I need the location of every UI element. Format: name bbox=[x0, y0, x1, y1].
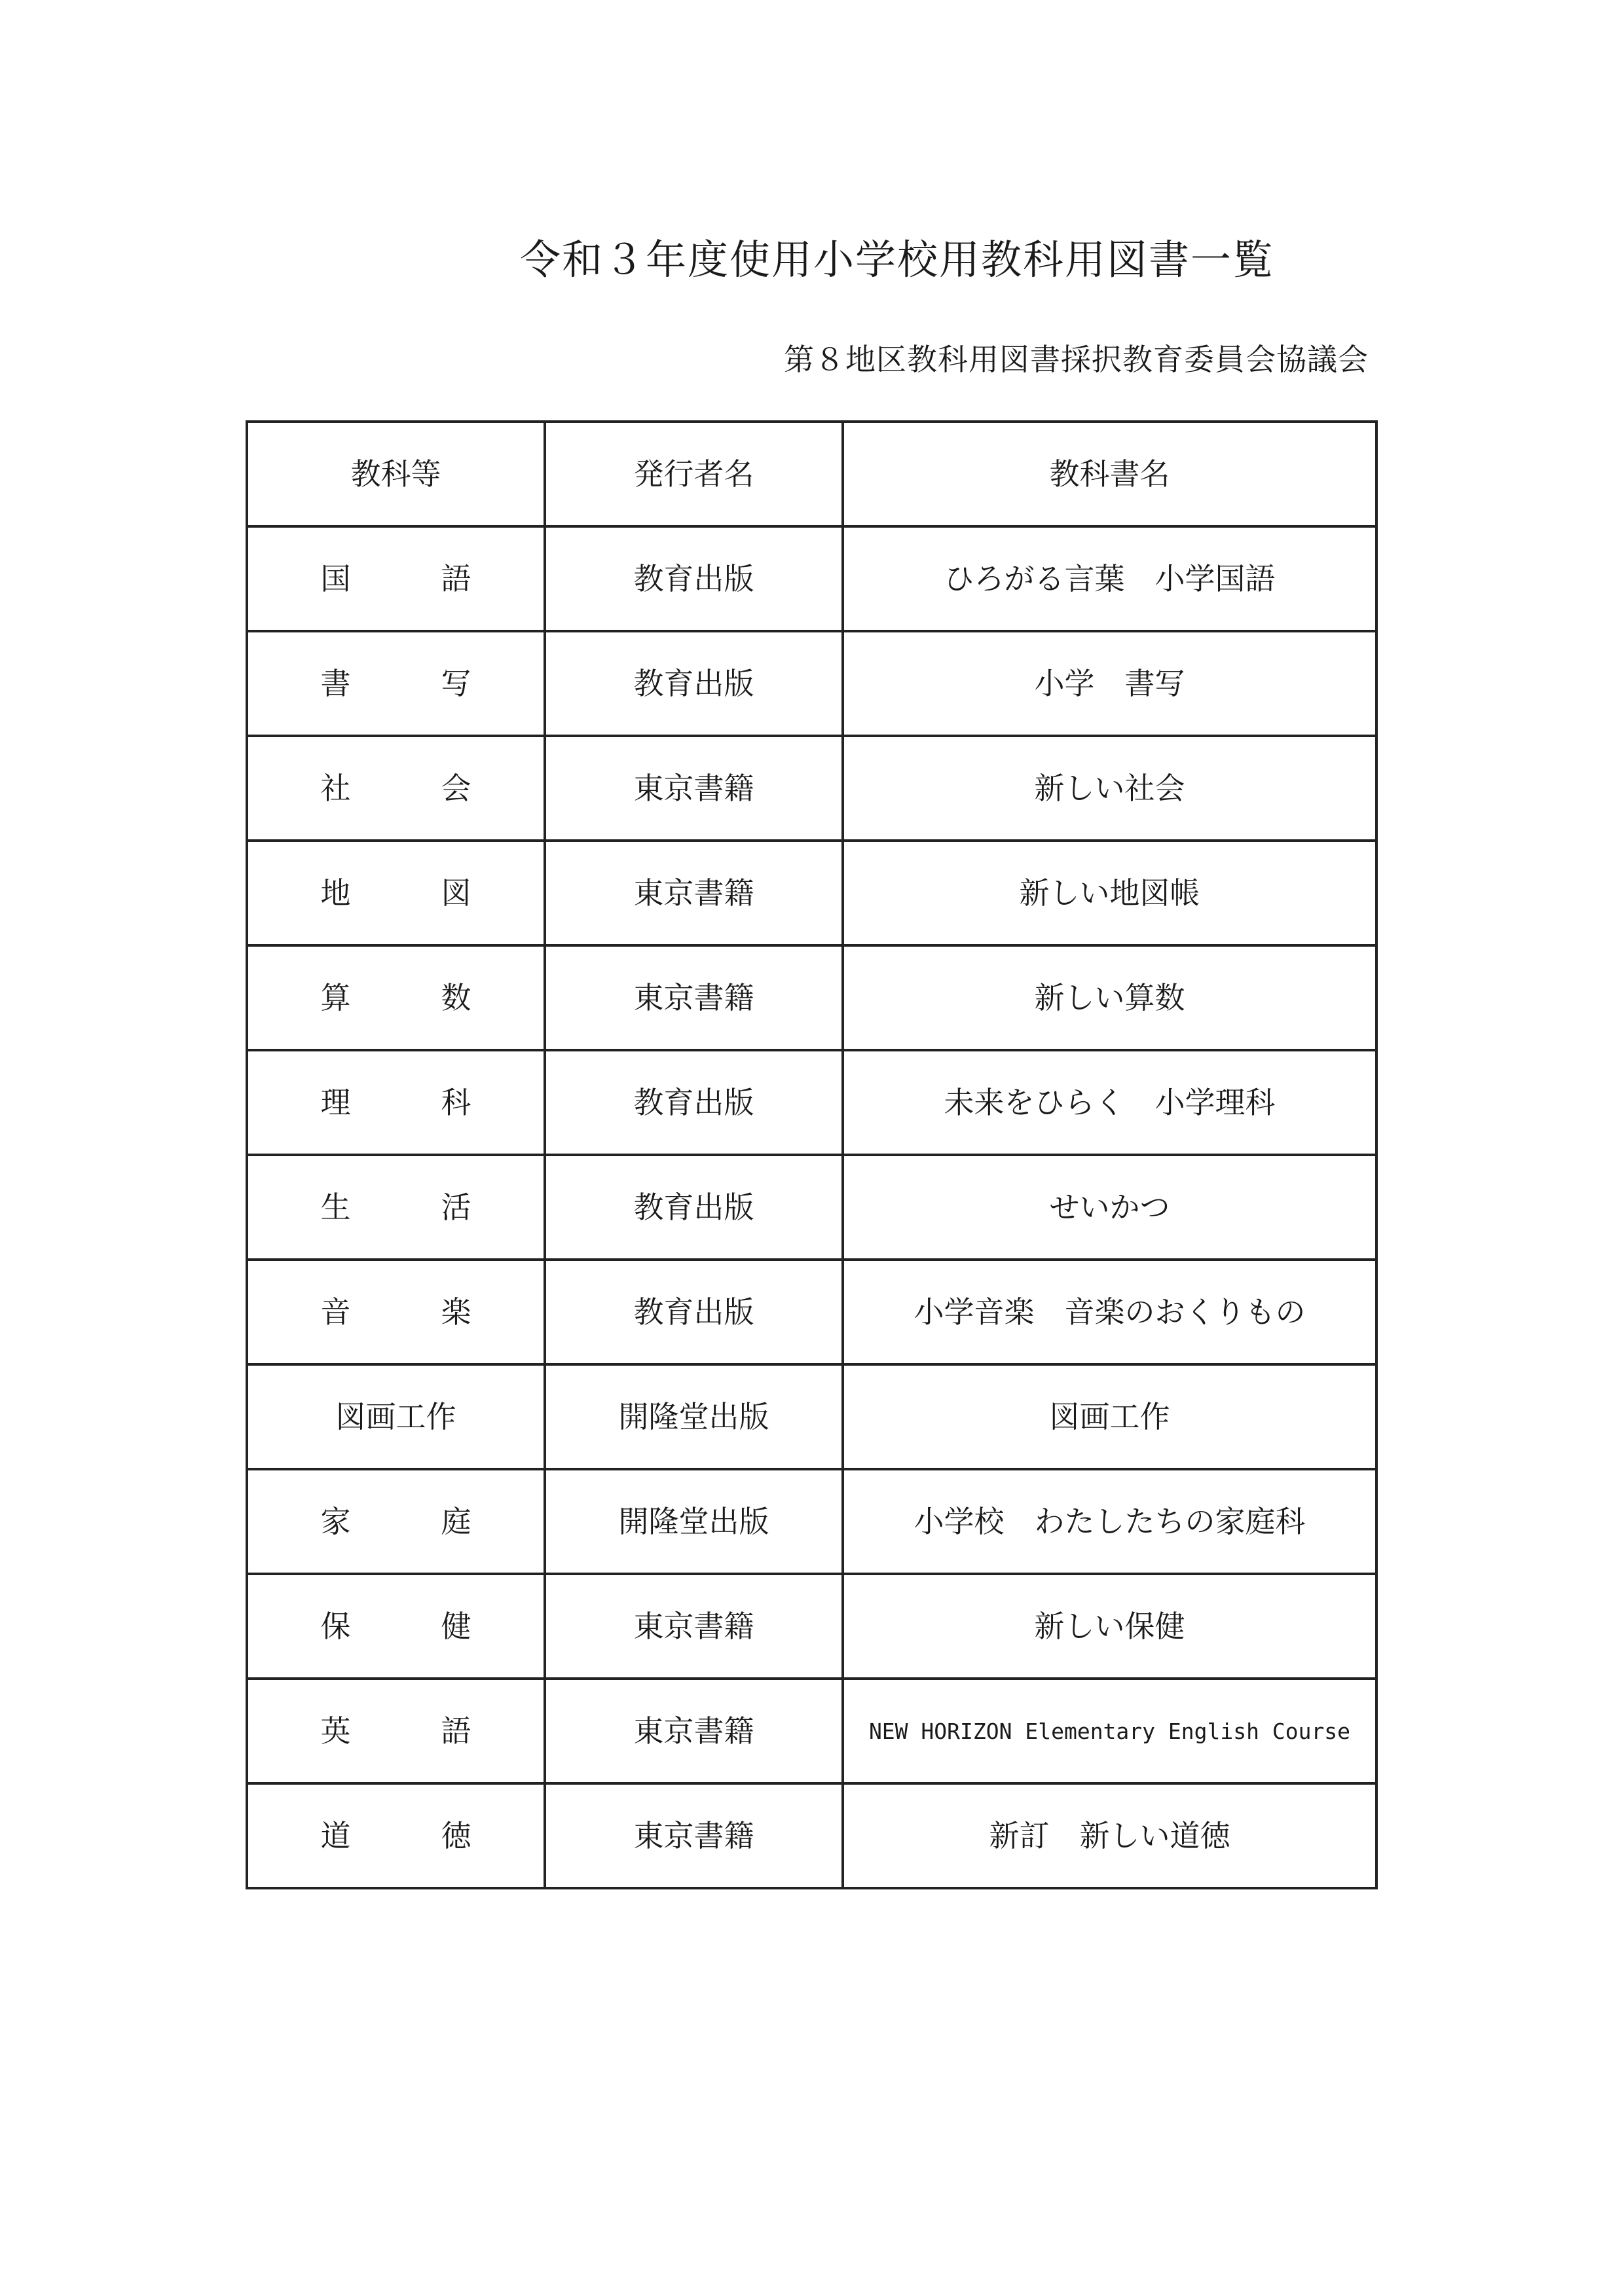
subject-cell: 算 数 bbox=[247, 945, 545, 1050]
subject-cell: 書 写 bbox=[247, 631, 545, 736]
table-row bbox=[247, 1469, 1376, 1574]
page-title: 令和３年度使用小学校用教科用図書一覧 bbox=[519, 236, 1274, 283]
table-row bbox=[247, 1155, 1376, 1260]
publisher-cell: 教育出版 bbox=[545, 1260, 843, 1364]
publisher-cell: 東京書籍 bbox=[545, 945, 843, 1050]
header-book-title: 教科書名 bbox=[843, 422, 1376, 526]
book-title-cell: 新訂 新しい道徳 bbox=[843, 1783, 1376, 1888]
issuer-name: 第８地区教科用図書採択教育委員会協議会 bbox=[784, 342, 1369, 377]
subject-cell: 英 語 bbox=[247, 1679, 545, 1783]
subject-cell: 生 活 bbox=[247, 1155, 545, 1260]
subject-cell: 家 庭 bbox=[247, 1469, 545, 1574]
table-row bbox=[247, 631, 1376, 736]
book-title-cell: NEW HORIZON Elementary English Course bbox=[843, 1679, 1376, 1783]
table-row bbox=[247, 1679, 1376, 1783]
publisher-cell: 東京書籍 bbox=[545, 841, 843, 945]
publisher-cell: 開隆堂出版 bbox=[545, 1364, 843, 1469]
table-row bbox=[247, 945, 1376, 1050]
publisher-cell: 開隆堂出版 bbox=[545, 1469, 843, 1574]
publisher-cell: 東京書籍 bbox=[545, 1574, 843, 1679]
publisher-cell: 教育出版 bbox=[545, 1155, 843, 1260]
table-row bbox=[247, 841, 1376, 945]
subject-cell: 音 楽 bbox=[247, 1260, 545, 1364]
book-title-cell: 新しい保健 bbox=[843, 1574, 1376, 1679]
book-title-cell: せいかつ bbox=[843, 1155, 1376, 1260]
publisher-cell: 東京書籍 bbox=[545, 736, 843, 841]
table-row bbox=[247, 1050, 1376, 1155]
book-title-cell: 新しい算数 bbox=[843, 945, 1376, 1050]
book-title-cell: 図画工作 bbox=[843, 1364, 1376, 1469]
table-row bbox=[247, 1260, 1376, 1364]
subject-cell: 理 科 bbox=[247, 1050, 545, 1155]
publisher-cell: 教育出版 bbox=[545, 631, 843, 736]
publisher-cell: 教育出版 bbox=[545, 1050, 843, 1155]
publisher-cell: 東京書籍 bbox=[545, 1679, 843, 1783]
subject-cell: 道 徳 bbox=[247, 1783, 545, 1888]
book-title-cell: 小学校 わたしたちの家庭科 bbox=[843, 1469, 1376, 1574]
subject-cell: 地 図 bbox=[247, 841, 545, 945]
book-title-cell: 小学 書写 bbox=[843, 631, 1376, 736]
subject-cell: 図画工作 bbox=[247, 1364, 545, 1469]
header-subject: 教科等 bbox=[247, 422, 545, 526]
table-row bbox=[247, 1783, 1376, 1888]
table-row bbox=[247, 736, 1376, 841]
publisher-cell: 東京書籍 bbox=[545, 1783, 843, 1888]
table-row bbox=[247, 526, 1376, 631]
table-row bbox=[247, 1574, 1376, 1679]
table-row bbox=[247, 1364, 1376, 1469]
textbook-list-table bbox=[246, 420, 1378, 1889]
book-title-cell: 小学音楽 音楽のおくりもの bbox=[843, 1260, 1376, 1364]
publisher-cell: 教育出版 bbox=[545, 526, 843, 631]
header-publisher: 発行者名 bbox=[545, 422, 843, 526]
book-title-cell: 新しい社会 bbox=[843, 736, 1376, 841]
table-header-row bbox=[247, 422, 1376, 526]
book-title-cell: 未来をひらく 小学理科 bbox=[843, 1050, 1376, 1155]
subject-cell: 国 語 bbox=[247, 526, 545, 631]
subject-cell: 社 会 bbox=[247, 736, 545, 841]
subject-cell: 保 健 bbox=[247, 1574, 545, 1679]
book-title-cell: ひろがる言葉 小学国語 bbox=[843, 526, 1376, 631]
book-title-cell: 新しい地図帳 bbox=[843, 841, 1376, 945]
